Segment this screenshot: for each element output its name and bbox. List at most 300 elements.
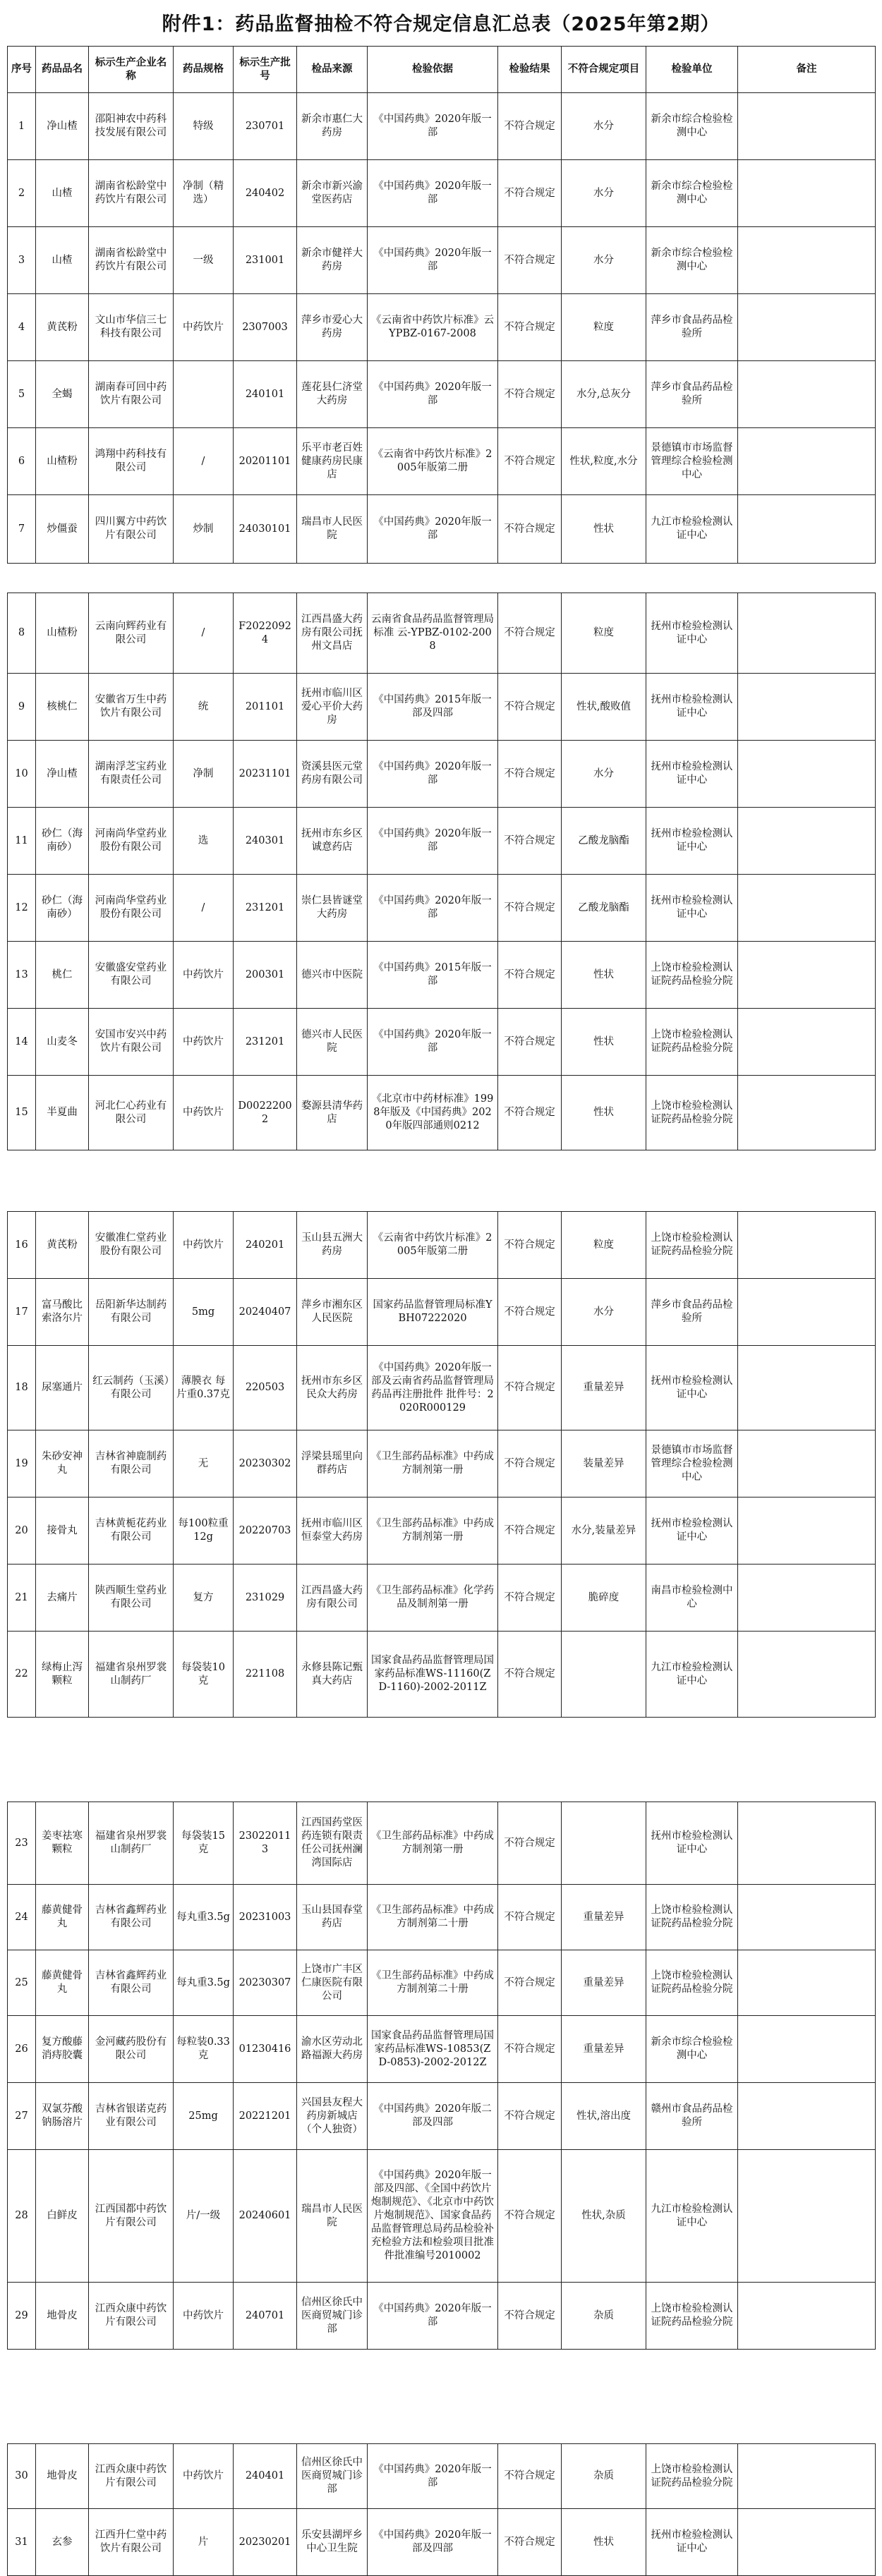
column-header: 序号: [8, 47, 36, 93]
lab-cell: 上饶市检验检测认证院药品检验分院: [646, 1009, 738, 1076]
maker-cell: 四川翼方中药饮片有限公司: [89, 495, 174, 564]
results-table-segment: [7, 2443, 876, 2576]
item-cell: 性状,酸败值: [562, 674, 646, 741]
basis-cell: 《卫生部药品标准》化学药品及制剂第一册: [368, 1565, 498, 1632]
result-cell: 不符合规定: [498, 1802, 562, 1885]
spec-cell: 净制（精选）: [174, 160, 234, 227]
batch-cell: 231001: [234, 227, 297, 294]
name-cell: 接骨丸: [36, 1497, 89, 1565]
table-row: [8, 160, 876, 227]
no-cell: 30: [8, 2444, 36, 2509]
spec-cell: 每袋装10克: [174, 1632, 234, 1718]
maker-cell: 湖南省松龄堂中药饮片有限公司: [89, 227, 174, 294]
table-row: [8, 1565, 876, 1632]
source-cell: 新余市惠仁大药房: [297, 93, 368, 160]
result-cell: 不符合规定: [498, 227, 562, 294]
batch-cell: F20220924: [234, 593, 297, 674]
lab-cell: 九江市检验检测认证中心: [646, 495, 738, 564]
spec-cell: 中药饮片: [174, 1076, 234, 1150]
table-row: [8, 942, 876, 1009]
maker-cell: 安国市安兴中药饮片有限公司: [89, 1009, 174, 1076]
column-header: 药品规格: [174, 47, 234, 93]
batch-cell: 200301: [234, 942, 297, 1009]
spec-cell: 每100粒重12g: [174, 1497, 234, 1565]
basis-cell: 国家药品监督管理局标准YBH07222020: [368, 1279, 498, 1346]
column-header: 检品来源: [297, 47, 368, 93]
spec-cell: 一级: [174, 227, 234, 294]
no-cell: 5: [8, 361, 36, 428]
no-cell: 24: [8, 1885, 36, 1950]
item-cell: 重量差异: [562, 1885, 646, 1950]
batch-cell: 231201: [234, 1009, 297, 1076]
source-cell: 信州区徐氏中医商贸城门诊部: [297, 2444, 368, 2509]
name-cell: 全蝎: [36, 361, 89, 428]
spec-cell: /: [174, 428, 234, 495]
spec-cell: 特级: [174, 93, 234, 160]
batch-cell: 231201: [234, 875, 297, 942]
no-cell: 16: [8, 1212, 36, 1279]
no-cell: 7: [8, 495, 36, 564]
table-row: [8, 2083, 876, 2150]
column-header: 检验结果: [498, 47, 562, 93]
result-cell: 不符合规定: [498, 2083, 562, 2150]
source-cell: 抚州市临川区爱心平价大药房: [297, 674, 368, 741]
batch-cell: 01230416: [234, 2016, 297, 2083]
no-cell: 22: [8, 1632, 36, 1718]
no-cell: 9: [8, 674, 36, 741]
table-row: [8, 1430, 876, 1497]
batch-cell: 20220703: [234, 1497, 297, 1565]
item-cell: 水分,装量差异: [562, 1497, 646, 1565]
no-cell: 11: [8, 808, 36, 875]
source-cell: 抚州市东乡区诚意药店: [297, 808, 368, 875]
column-header: 不符合规定项目: [562, 47, 646, 93]
lab-cell: 九江市检验检测认证中心: [646, 1632, 738, 1718]
maker-cell: 湖南省松龄堂中药饮片有限公司: [89, 160, 174, 227]
maker-cell: 江西国都中药饮片有限公司: [89, 2150, 174, 2283]
result-cell: 不符合规定: [498, 2444, 562, 2509]
batch-cell: 24030101: [234, 495, 297, 564]
maker-cell: 安徽准仁堂药业股份有限公司: [89, 1212, 174, 1279]
spec-cell: 25mg: [174, 2083, 234, 2150]
spec-cell: 选: [174, 808, 234, 875]
maker-cell: 湖南浮芝宝药业有限责任公司: [89, 741, 174, 808]
table-row: [8, 808, 876, 875]
note-cell: [738, 1885, 876, 1950]
spec-cell: 统: [174, 674, 234, 741]
no-cell: 13: [8, 942, 36, 1009]
result-cell: 不符合规定: [498, 674, 562, 741]
maker-cell: 邵阳神农中药科技发展有限公司: [89, 93, 174, 160]
spec-cell: 中药饮片: [174, 294, 234, 361]
no-cell: 15: [8, 1076, 36, 1150]
lab-cell: 上饶市检验检测认证院药品检验分院: [646, 1950, 738, 2016]
basis-cell: 《云南省中药饮片标准》2005年版第二册: [368, 428, 498, 495]
table-row: [8, 495, 876, 564]
spec-cell: /: [174, 875, 234, 942]
item-cell: 装量差异: [562, 1430, 646, 1497]
table-row: [8, 1802, 876, 1885]
item-cell: 乙酸龙脑酯: [562, 875, 646, 942]
table-row: [8, 227, 876, 294]
maker-cell: 江西众康中药饮片有限公司: [89, 2283, 174, 2350]
table-row: [8, 1885, 876, 1950]
source-cell: 德兴市中医院: [297, 942, 368, 1009]
note-cell: [738, 741, 876, 808]
no-cell: 28: [8, 2150, 36, 2283]
batch-cell: D00222002: [234, 1076, 297, 1150]
basis-cell: 《中国药典》2020年版二部及四部: [368, 2083, 498, 2150]
basis-cell: 《中国药典》2020年版一部: [368, 875, 498, 942]
lab-cell: 抚州市检验检测认证中心: [646, 674, 738, 741]
lab-cell: 上饶市检验检测认证院药品检验分院: [646, 1885, 738, 1950]
maker-cell: 金河藏药股份有限公司: [89, 2016, 174, 2083]
source-cell: 瑞昌市人民医院: [297, 2150, 368, 2283]
spec-cell: 每丸重3.5g: [174, 1950, 234, 2016]
result-cell: 不符合规定: [498, 160, 562, 227]
no-cell: 26: [8, 2016, 36, 2083]
item-cell: 脆碎度: [562, 1565, 646, 1632]
spec-cell: 中药饮片: [174, 2283, 234, 2350]
batch-cell: 20240601: [234, 2150, 297, 2283]
basis-cell: 《卫生部药品标准》中药成方制剂第一册: [368, 1497, 498, 1565]
name-cell: 藤黄健骨丸: [36, 1950, 89, 2016]
note-cell: [738, 942, 876, 1009]
note-cell: [738, 2444, 876, 2509]
no-cell: 19: [8, 1430, 36, 1497]
maker-cell: 吉林黄栀花药业有限公司: [89, 1497, 174, 1565]
lab-cell: 抚州市检验检测认证中心: [646, 741, 738, 808]
spec-cell: 5mg: [174, 1279, 234, 1346]
table-row: [8, 294, 876, 361]
table-row: [8, 2444, 876, 2509]
lab-cell: 抚州市检验检测认证中心: [646, 875, 738, 942]
source-cell: 江西昌盛大药房有限公司: [297, 1565, 368, 1632]
batch-cell: 20230302: [234, 1430, 297, 1497]
batch-cell: 20240407: [234, 1279, 297, 1346]
lab-cell: 上饶市检验检测认证院药品检验分院: [646, 2283, 738, 2350]
column-header: 标示生产批号: [234, 47, 297, 93]
source-cell: 上饶市广丰区仁康医院有限公司: [297, 1950, 368, 2016]
item-cell: 性状,杂质: [562, 2150, 646, 2283]
basis-cell: 《中国药典》2015年版一部及四部: [368, 674, 498, 741]
lab-cell: 抚州市检验检测认证中心: [646, 808, 738, 875]
maker-cell: 陕西顺生堂药业有限公司: [89, 1565, 174, 1632]
source-cell: 抚州市东乡区民众大药房: [297, 1346, 368, 1430]
lab-cell: 抚州市检验检测认证中心: [646, 1802, 738, 1885]
basis-cell: 《中国药典》2020年版一部及四部、《全国中药饮片炮制规范》、《北京市中药饮片炮制规范》、国家食品药品监督管理总局药品检验补充检验方法和检验项目批准件批准编号2010002: [368, 2150, 498, 2283]
basis-cell: 《中国药典》2020年版一部: [368, 93, 498, 160]
maker-cell: 云南向辉药业有限公司: [89, 593, 174, 674]
header-row: [8, 47, 876, 93]
item-cell: 粒度: [562, 294, 646, 361]
lab-cell: 上饶市检验检测认证院药品检验分院: [646, 1212, 738, 1279]
batch-cell: 230701: [234, 93, 297, 160]
result-cell: 不符合规定: [498, 2016, 562, 2083]
column-header: 标示生产企业名称: [89, 47, 174, 93]
source-cell: 江西国药堂医药连锁有限责任公司抚州澜湾国际店: [297, 1802, 368, 1885]
source-cell: 永修县陈记甄真大药店: [297, 1632, 368, 1718]
spec-cell: 片/一级: [174, 2150, 234, 2283]
name-cell: 双氯芬酸钠肠溶片: [36, 2083, 89, 2150]
results-table-segment: [7, 593, 876, 1150]
batch-cell: 221108: [234, 1632, 297, 1718]
source-cell: 抚州市临川区恒泰堂大药房: [297, 1497, 368, 1565]
item-cell: [562, 1802, 646, 1885]
batch-cell: 220503: [234, 1346, 297, 1430]
table-row: [8, 1076, 876, 1150]
table-row: [8, 2283, 876, 2350]
spec-cell: 中药饮片: [174, 2444, 234, 2509]
batch-cell: 240201: [234, 1212, 297, 1279]
basis-cell: 《中国药典》2020年版一部: [368, 227, 498, 294]
maker-cell: 吉林省神鹿制药有限公司: [89, 1430, 174, 1497]
batch-cell: 240402: [234, 160, 297, 227]
maker-cell: 岳阳新华达制药有限公司: [89, 1279, 174, 1346]
no-cell: 1: [8, 93, 36, 160]
result-cell: 不符合规定: [498, 428, 562, 495]
result-cell: 不符合规定: [498, 361, 562, 428]
note-cell: [738, 2509, 876, 2576]
source-cell: 江西昌盛大药房有限公司抚州文昌店: [297, 593, 368, 674]
item-cell: 杂质: [562, 2444, 646, 2509]
lab-cell: 抚州市检验检测认证中心: [646, 593, 738, 674]
note-cell: [738, 1632, 876, 1718]
note-cell: [738, 2016, 876, 2083]
source-cell: 崇仁县皆谜堂大药房: [297, 875, 368, 942]
table-row: [8, 1497, 876, 1565]
results-table-segment: [7, 1211, 876, 1718]
maker-cell: 吉林省鑫辉药业有限公司: [89, 1885, 174, 1950]
name-cell: 炒僵蚕: [36, 495, 89, 564]
basis-cell: 《中国药典》2020年版一部: [368, 2444, 498, 2509]
name-cell: 姜枣祛寒颗粒: [36, 1802, 89, 1885]
no-cell: 29: [8, 2283, 36, 2350]
lab-cell: 抚州市检验检测认证中心: [646, 1346, 738, 1430]
spec-cell: 中药饮片: [174, 942, 234, 1009]
result-cell: 不符合规定: [498, 1076, 562, 1150]
basis-cell: 国家食品药品监督管理局国家药品标准WS-10853(ZD-0853)-2002-2012Z: [368, 2016, 498, 2083]
spec-cell: 净制: [174, 741, 234, 808]
result-cell: 不符合规定: [498, 1009, 562, 1076]
result-cell: 不符合规定: [498, 741, 562, 808]
spec-cell: 炒制: [174, 495, 234, 564]
lab-cell: 新余市综合检验检测中心: [646, 93, 738, 160]
column-header: 检验依据: [368, 47, 498, 93]
name-cell: 桃仁: [36, 942, 89, 1009]
column-header: 药品品名: [36, 47, 89, 93]
source-cell: 信州区徐氏中医商贸城门诊部: [297, 2283, 368, 2350]
maker-cell: 江西升仁堂中药饮片有限公司: [89, 2509, 174, 2576]
results-table-segment: [7, 1802, 876, 2350]
table-row: [8, 1279, 876, 1346]
source-cell: 萍乡市湘东区人民医院: [297, 1279, 368, 1346]
results-table-segment: [7, 46, 876, 564]
maker-cell: 河南尚华堂药业股份有限公司: [89, 875, 174, 942]
item-cell: 粒度: [562, 593, 646, 674]
source-cell: 玉山县五洲大药房: [297, 1212, 368, 1279]
name-cell: 山楂粉: [36, 428, 89, 495]
lab-cell: 上饶市检验检测认证院药品检验分院: [646, 1076, 738, 1150]
name-cell: 朱砂安神丸: [36, 1430, 89, 1497]
table-row: [8, 428, 876, 495]
table-row: [8, 1632, 876, 1718]
no-cell: 10: [8, 741, 36, 808]
spec-cell: 每丸重3.5g: [174, 1885, 234, 1950]
no-cell: 20: [8, 1497, 36, 1565]
spec-cell: 每袋装15克: [174, 1802, 234, 1885]
note-cell: [738, 875, 876, 942]
basis-cell: 《卫生部药品标准》中药成方制剂第一册: [368, 1802, 498, 1885]
basis-cell: 《中国药典》2015年版一部: [368, 942, 498, 1009]
name-cell: 山楂: [36, 227, 89, 294]
note-cell: [738, 1279, 876, 1346]
basis-cell: 《云南省中药饮片标准》云YPBZ-0167-2008: [368, 294, 498, 361]
result-cell: 不符合规定: [498, 1950, 562, 2016]
lab-cell: 南昌市检验检测中心: [646, 1565, 738, 1632]
batch-cell: 20230201: [234, 2509, 297, 2576]
spec-cell: 中药饮片: [174, 1009, 234, 1076]
basis-cell: 《中国药典》2020年版一部及云南省药品监督管理局药品再注册批件 批件号：2020R000129: [368, 1346, 498, 1430]
result-cell: 不符合规定: [498, 2509, 562, 2576]
lab-cell: 赣州市食品药品检验所: [646, 2083, 738, 2150]
basis-cell: 《中国药典》2020年版一部: [368, 1009, 498, 1076]
batch-cell: 240701: [234, 2283, 297, 2350]
note-cell: [738, 294, 876, 361]
note-cell: [738, 2083, 876, 2150]
name-cell: 核桃仁: [36, 674, 89, 741]
table-row: [8, 1346, 876, 1430]
batch-cell: 230220113: [234, 1802, 297, 1885]
maker-cell: 江西众康中药饮片有限公司: [89, 2444, 174, 2509]
batch-cell: 201101: [234, 674, 297, 741]
no-cell: 25: [8, 1950, 36, 2016]
maker-cell: 吉林省银诺克药业有限公司: [89, 2083, 174, 2150]
result-cell: 不符合规定: [498, 1497, 562, 1565]
lab-cell: 萍乡市食品药品检验所: [646, 361, 738, 428]
basis-cell: 国家食品药品监督管理局国家药品标准WS-11160(ZD-1160)-2002-2011Z: [368, 1632, 498, 1718]
lab-cell: 九江市检验检测认证中心: [646, 2150, 738, 2283]
note-cell: [738, 593, 876, 674]
spec-cell: 每粒装0.33克: [174, 2016, 234, 2083]
item-cell: 性状,溶出度: [562, 2083, 646, 2150]
no-cell: 6: [8, 428, 36, 495]
lab-cell: 景德镇市市场监督管理综合检验检测中心: [646, 428, 738, 495]
spec-cell: 中药饮片: [174, 1212, 234, 1279]
source-cell: 玉山县国春堂药店: [297, 1885, 368, 1950]
table-row: [8, 2016, 876, 2083]
table-row: [8, 1009, 876, 1076]
source-cell: 渝水区劳动北路福源大药房: [297, 2016, 368, 2083]
batch-cell: 20221201: [234, 2083, 297, 2150]
column-header: 备注: [738, 47, 876, 93]
note-cell: [738, 808, 876, 875]
no-cell: 18: [8, 1346, 36, 1430]
basis-cell: 《中国药典》2020年版一部: [368, 495, 498, 564]
spec-cell: 片: [174, 2509, 234, 2576]
name-cell: 砂仁（海南砂）: [36, 875, 89, 942]
maker-cell: 福建省泉州罗裳山制药厂: [89, 1802, 174, 1885]
batch-cell: 240301: [234, 808, 297, 875]
maker-cell: 河北仁心药业有限公司: [89, 1076, 174, 1150]
table-row: [8, 741, 876, 808]
item-cell: 杂质: [562, 2283, 646, 2350]
batch-cell: 240101: [234, 361, 297, 428]
lab-cell: 抚州市检验检测认证中心: [646, 1497, 738, 1565]
spec-cell: [174, 361, 234, 428]
maker-cell: 福建省泉州罗裳山制药厂: [89, 1632, 174, 1718]
lab-cell: 新余市综合检验检测中心: [646, 160, 738, 227]
name-cell: 藤黄健骨丸: [36, 1885, 89, 1950]
result-cell: 不符合规定: [498, 2150, 562, 2283]
no-cell: 2: [8, 160, 36, 227]
note-cell: [738, 1802, 876, 1885]
basis-cell: 《中国药典》2020年版一部: [368, 361, 498, 428]
no-cell: 4: [8, 294, 36, 361]
no-cell: 8: [8, 593, 36, 674]
batch-cell: 20230307: [234, 1950, 297, 2016]
source-cell: 新余市新兴渝堂医药店: [297, 160, 368, 227]
item-cell: 水分: [562, 160, 646, 227]
source-cell: 萍乡市爱心大药房: [297, 294, 368, 361]
result-cell: 不符合规定: [498, 1279, 562, 1346]
spec-cell: 复方: [174, 1565, 234, 1632]
result-cell: 不符合规定: [498, 2283, 562, 2350]
item-cell: [562, 1632, 646, 1718]
item-cell: 性状,粒度,水分: [562, 428, 646, 495]
note-cell: [738, 160, 876, 227]
lab-cell: 上饶市检验检测认证院药品检验分院: [646, 942, 738, 1009]
batch-cell: 20201101: [234, 428, 297, 495]
basis-cell: 《北京市中药材标准》1998年版及《中国药典》2020年版四部通则0212: [368, 1076, 498, 1150]
note-cell: [738, 1009, 876, 1076]
name-cell: 地骨皮: [36, 2444, 89, 2509]
spec-cell: /: [174, 593, 234, 674]
result-cell: 不符合规定: [498, 1346, 562, 1430]
table-row: [8, 1212, 876, 1279]
name-cell: 山楂粉: [36, 593, 89, 674]
lab-cell: 萍乡市食品药品检验所: [646, 294, 738, 361]
table-row: [8, 593, 876, 674]
result-cell: 不符合规定: [498, 93, 562, 160]
note-cell: [738, 93, 876, 160]
name-cell: 地骨皮: [36, 2283, 89, 2350]
note-cell: [738, 1076, 876, 1150]
lab-cell: 景德镇市市场监督管理综合检验检测中心: [646, 1430, 738, 1497]
name-cell: 黄芪粉: [36, 294, 89, 361]
note-cell: [738, 1497, 876, 1565]
note-cell: [738, 1212, 876, 1279]
no-cell: 27: [8, 2083, 36, 2150]
table-row: [8, 1950, 876, 2016]
source-cell: 资溪县医元堂药房有限公司: [297, 741, 368, 808]
result-cell: 不符合规定: [498, 808, 562, 875]
batch-cell: 240401: [234, 2444, 297, 2509]
note-cell: [738, 495, 876, 564]
basis-cell: 《中国药典》2020年版一部: [368, 808, 498, 875]
basis-cell: 《卫生部药品标准》中药成方制剂第二十册: [368, 1885, 498, 1950]
maker-cell: 安徽盛安堂药业有限公司: [89, 942, 174, 1009]
maker-cell: 安徽省万生中药饮片有限公司: [89, 674, 174, 741]
no-cell: 12: [8, 875, 36, 942]
result-cell: 不符合规定: [498, 875, 562, 942]
table-row: [8, 674, 876, 741]
source-cell: 乐平市老百姓健康药房民康店: [297, 428, 368, 495]
result-cell: 不符合规定: [498, 1885, 562, 1950]
name-cell: 山麦冬: [36, 1009, 89, 1076]
source-cell: 兴国县友程大药房新城店（个人独资）: [297, 2083, 368, 2150]
item-cell: 性状: [562, 2509, 646, 2576]
